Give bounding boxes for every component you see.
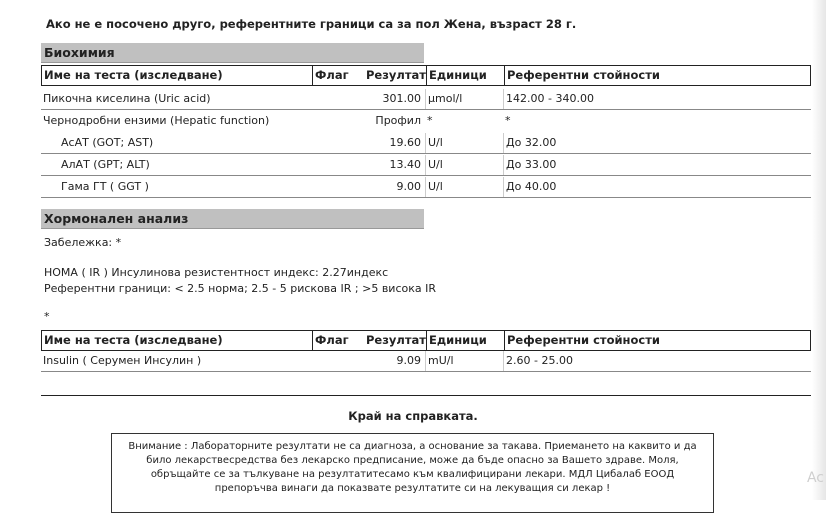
col-units: Единици: [426, 331, 504, 350]
col-flag: Флаг: [312, 66, 425, 85]
row-divider: [41, 109, 811, 110]
test-reference: До 33.00: [503, 155, 810, 175]
test-name: Insulin ( Серумен Инсулин ): [43, 354, 202, 367]
col-reference: Референтни стойности: [504, 66, 811, 85]
disclaimer-box: [111, 433, 714, 513]
test-name: Пикочна киселина (Uric acid): [43, 92, 211, 105]
test-name: Чернодробни ензими (Hepatic function): [43, 114, 270, 127]
note-star: *: [44, 310, 50, 323]
test-reference: 142.00 - 340.00: [503, 89, 810, 109]
test-result: 13.40: [389, 158, 421, 171]
test-result: Профил: [375, 114, 421, 127]
watermark: Ac: [806, 470, 824, 486]
table-row: [41, 133, 811, 153]
homa-reference-line: Референтни граници: < 2.5 норма; 2.5 - 5 рискова IR ; >5 висока IR: [44, 282, 436, 295]
test-result: 19.60: [389, 136, 421, 149]
reference-note: Ако не е посочено друго, референтните граници са за пол Жена, възраст 28 г.: [46, 17, 577, 31]
table-header-biochemistry: [41, 65, 811, 86]
end-divider: [41, 395, 811, 396]
test-reference: До 32.00: [503, 133, 810, 153]
test-reference: До 40.00: [503, 177, 810, 197]
note-label: Забележка: *: [44, 236, 122, 249]
row-divider: [41, 175, 811, 176]
table-row: [41, 155, 811, 175]
test-units: mU/l: [425, 351, 503, 371]
col-name: Име на теста (изследване): [44, 333, 223, 347]
table-row: [41, 111, 811, 131]
test-result: 301.00: [382, 92, 421, 105]
row-divider: [41, 197, 811, 198]
test-name: АлАТ (GPT; ALT): [61, 158, 150, 171]
test-reference: 2.60 - 25.00: [503, 351, 810, 371]
col-result: Резултат: [366, 333, 426, 347]
col-reference: Референтни стойности: [504, 331, 811, 350]
test-units: U/l: [425, 177, 503, 197]
col-flag: Флаг: [312, 331, 425, 350]
section-biochemistry: Биохимия: [41, 43, 424, 63]
test-units: *: [427, 114, 433, 127]
disclaimer-text: Внимание : Лабораторните резултати не са диагноза, а основание за такава. Приемането на каквито и да било лекарствесредства без лекарско предписание, може да бъде опасно за Вашето здраве. Моля, обръщайте се за тълкуване на резултатитесамо към квалифицирани лекари. МДЛ Цибалаб ЕООД препоръчва винаги да показвате резултатите си на лекуващия си лекар !: [128, 441, 697, 494]
test-result: 9.00: [396, 180, 421, 193]
test-reference: *: [505, 114, 511, 127]
test-units: U/l: [425, 133, 503, 153]
test-name: АсАТ (GOT; AST): [61, 136, 154, 149]
test-result: 9.09: [396, 354, 421, 367]
test-name: Гама ГТ ( GGT ): [61, 180, 149, 193]
table-row: [41, 177, 811, 197]
test-units: U/l: [425, 155, 503, 175]
test-units: µmol/l: [425, 89, 503, 109]
page-edge-shadow: [812, 0, 826, 500]
end-of-report: Край на справката.: [348, 409, 478, 423]
col-result: Резултат: [366, 68, 426, 82]
row-divider: [41, 153, 811, 154]
table-row: [41, 89, 811, 109]
table-row: [41, 351, 811, 371]
col-name: Име на теста (изследване): [44, 68, 223, 82]
homa-index-line: HOMA ( IR ) Инсулинова резистентност индекс: 2.27индекс: [44, 266, 389, 279]
section-hormone: Хормонален анализ: [41, 209, 424, 229]
col-units: Единици: [426, 66, 504, 85]
table-header-hormone: [41, 330, 811, 351]
row-divider: [41, 371, 811, 372]
